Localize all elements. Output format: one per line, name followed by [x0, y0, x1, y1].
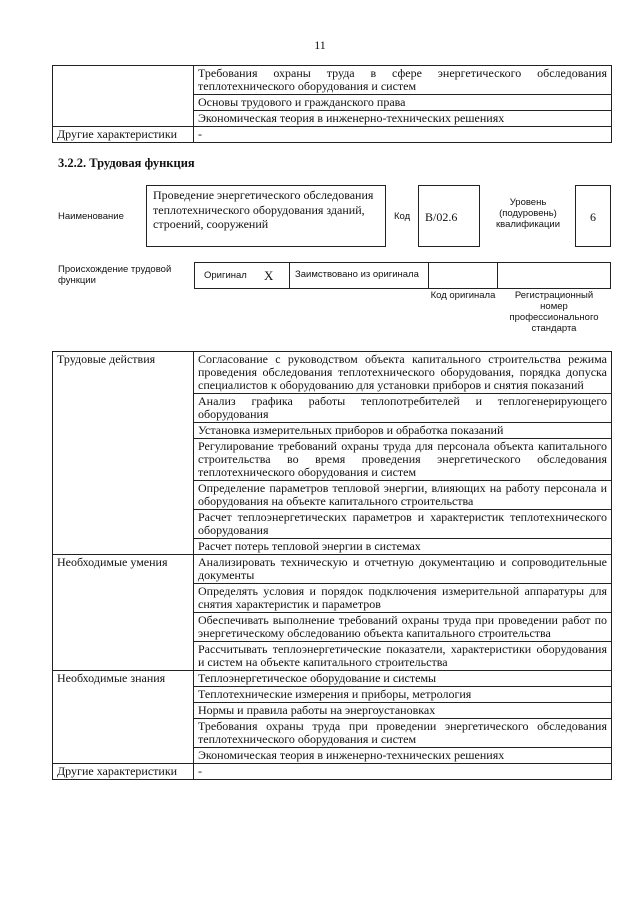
table-cell: Согласование с руководством объекта капитального строительства режима проведения обследования теплотехнического оборудования, порядка допуска специалистов к оборудованию для установки приборов и снятия показаний: [194, 352, 612, 394]
code-box: [418, 185, 480, 247]
table-label-cell: Другие характеристики: [53, 764, 194, 780]
reg-number-box: [497, 262, 611, 289]
table-cell: Рассчитывать теплоэнергетические показатели, характеристики оборудования и систем на объекте капитального строительства: [194, 642, 612, 671]
table-cell: Экономическая теория в инженерно-технических решениях: [194, 111, 612, 127]
table-label-cell: [53, 66, 194, 127]
table-cell: Расчет потерь тепловой энергии в системах: [194, 539, 612, 555]
table-label-cell: Необходимые умения: [53, 555, 194, 671]
function-name-box: [146, 185, 386, 247]
table-cell: Определять условия и порядок подключения измерительной аппаратуры для снятия характеристик и параметров: [194, 584, 612, 613]
main-table: [52, 351, 612, 780]
table-cell: Анализировать техническую и отчетную документацию и сопроводительные документы: [194, 555, 612, 584]
level-label: Уровень (подуровень) квалификации: [495, 197, 561, 230]
table-cell: Установка измерительных приборов и обработка показаний: [194, 423, 612, 439]
table-label-cell: Другие характеристики: [53, 127, 194, 143]
reg-number-caption: Регистрационный номер профессионального стандарта: [509, 290, 599, 334]
table-label-cell: Необходимые знания: [53, 671, 194, 764]
code-value: B/02.6: [425, 210, 458, 224]
table-cell: Теплотехнические измерения и приборы, метрология: [194, 687, 612, 703]
table-cell: -: [194, 127, 612, 143]
original-box: [194, 262, 290, 289]
table-cell: -: [194, 764, 612, 780]
table-cell: Определение параметров тепловой энергии, влияющих на работу персонала и оборудования на объекте капитального строительства: [194, 481, 612, 510]
table-cell: Регулирование требований охраны труда для персонала объекта капитального строительства во время проведения энергетического обследования теплотехнического оборудования и систем: [194, 439, 612, 481]
top-table: [52, 65, 612, 143]
original-label: Оригинал: [204, 270, 247, 281]
level-value: 6: [590, 210, 596, 224]
table-cell: Требования охраны труда при проведении энергетического обследования теплотехнического оборудования и систем: [194, 719, 612, 748]
table-cell: Нормы и правила работы на энергоустановках: [194, 703, 612, 719]
code-original-box: [428, 262, 498, 289]
code-label: Код: [394, 211, 411, 222]
table-cell: Расчет теплоэнергетических параметров и характеристик теплотехнического оборудования: [194, 510, 612, 539]
borrowed-label: Заимствовано из оригинала: [295, 269, 419, 280]
level-box: [575, 185, 611, 247]
function-name-value: Проведение энергетического обследования теплотехнического оборудования зданий, строений, сооружений: [153, 188, 374, 231]
table-cell: Теплоэнергетическое оборудование и системы: [194, 671, 612, 687]
table-cell: Основы трудового и гражданского права: [194, 95, 612, 111]
borrowed-box: [289, 262, 429, 289]
page-number: 11: [314, 38, 326, 52]
table-cell: Обеспечивать выполнение требований охраны труда при проведении работ по энергетическому обследованию объекта капитального строительства: [194, 613, 612, 642]
original-mark: X: [264, 268, 274, 283]
section-title: 3.2.2. Трудовая функция: [58, 156, 195, 170]
table-label-cell: Трудовые действия: [53, 352, 194, 555]
table-cell: Требования охраны труда в сфере энергетического обследования теплотехнического оборудования и систем: [194, 66, 612, 95]
code-original-caption: Код оригинала: [430, 290, 496, 301]
table-cell: Экономическая теория в инженерно-технических решениях: [194, 748, 612, 764]
table-cell: Анализ графика работы теплопотребителей и теплогенерирующего оборудования: [194, 394, 612, 423]
name-label: Наименование: [58, 211, 124, 222]
origin-label: Происхождение трудовой функции: [58, 264, 172, 286]
